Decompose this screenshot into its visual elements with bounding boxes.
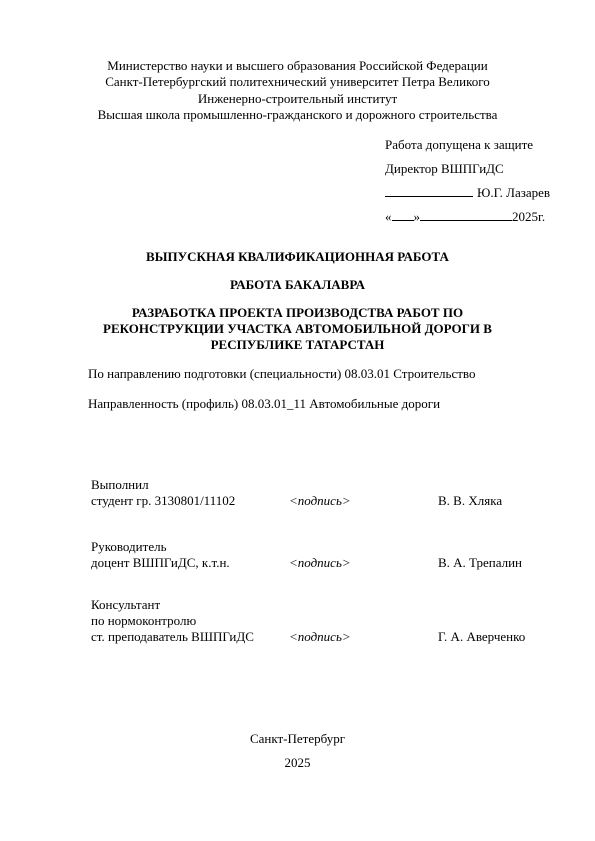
signer-role-line: по нормоконтролю (91, 613, 197, 628)
director-position: Директор ВШПГиДС (385, 161, 504, 176)
signer-name: В. А. Трепалин (438, 555, 523, 570)
month-blank (420, 208, 512, 221)
signer-name: Г. А. Аверченко (438, 629, 526, 644)
direction-line: По направлению подготовки (специальности) 08.03.01 Строительство (88, 366, 476, 381)
topic-line-2: РЕКОНСТРУКЦИИ УЧАСТКА АВТОМОБИЛЬНОЙ ДОРОГИ В (103, 321, 492, 336)
school-line: Высшая школа промышленно-гражданского и дорожного строительства (97, 107, 498, 122)
admitted-to-defense: Работа допущена к защите (385, 137, 534, 152)
degree-title: РАБОТА БАКАЛАВРА (230, 277, 365, 292)
work-type-title: ВЫПУСКНАЯ КВАЛИФИКАЦИОННАЯ РАБОТА (146, 249, 449, 264)
signer-name: В. В. Хляка (438, 493, 503, 508)
approval-date-line (385, 208, 545, 224)
day-blank (392, 208, 414, 221)
signer-role-line: Консультант (91, 597, 161, 612)
signature-placeholder: <подпись> (289, 629, 351, 644)
date-close-quote: » (413, 209, 420, 224)
director-name: Ю.Г. Лазарев (477, 185, 551, 200)
signer-role-line: Выполнил (91, 477, 149, 492)
signature-blank (385, 184, 473, 197)
signer-role-line: ст. преподаватель ВШПГиДС (91, 629, 254, 644)
topic-line-1: РАЗРАБОТКА ПРОЕКТА ПРОИЗВОДСТВА РАБОТ ПО (131, 305, 464, 320)
university-line: Санкт-Петербургский политехнический университет Петра Великого (105, 74, 490, 89)
institute-line: Инженерно-строительный институт (197, 91, 398, 106)
ministry-line: Министерство науки и высшего образования Российской Федерации (107, 58, 488, 73)
city: Санкт-Петербург (249, 731, 346, 746)
signature-placeholder: <подпись> (289, 493, 351, 508)
signer-role-line: студент гр. 3130801/11102 (91, 493, 236, 508)
signer-role-line: Руководитель (91, 539, 167, 554)
topic-line-3: РЕСПУБЛИКЕ ТАТАРСТАН (210, 337, 385, 352)
director-signature-line (385, 184, 550, 200)
profile-line: Направленность (профиль) 08.03.01_11 Автомобильные дороги (88, 396, 441, 411)
signer-role-line: доцент ВШПГиДС, к.т.н. (91, 555, 230, 570)
date-year: 2025г. (512, 209, 546, 224)
year: 2025 (284, 755, 311, 770)
date-open-quote: « (385, 209, 392, 224)
signature-placeholder: <подпись> (289, 555, 351, 570)
